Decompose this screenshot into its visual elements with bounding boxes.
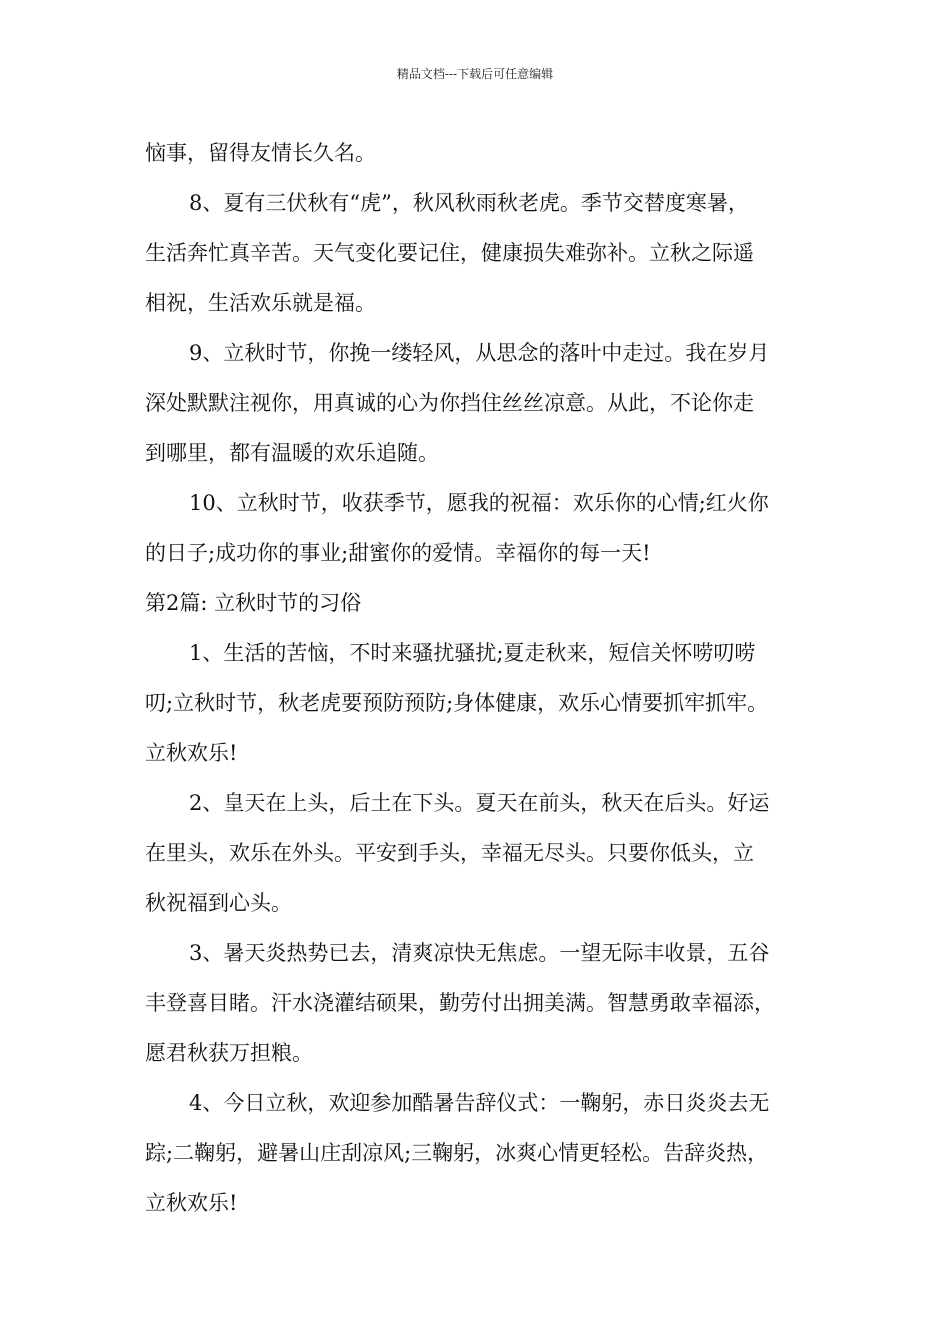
text-line: 愿君秋获万担粮。 [145,1041,313,1065]
text-line: 恼事，留得友情长久名。 [145,141,376,165]
text-line: 叨;立秋时节，秋老虎要预防预防;身体健康，欢乐心情要抓牢抓牢。 [145,691,769,715]
paragraph-4-start: 4、今日立秋，欢迎参加酷暑告辞仪式：一鞠躬，赤日炎炎去无 [189,1091,770,1115]
paragraph-3-start: 3、暑天炎热势已去，清爽凉快无焦虑。一望无际丰收景，五谷 [189,941,770,965]
document-body [145,128,813,1228]
page-header: 精品文档---下载后可任意编辑 [396,67,554,81]
paragraph-1-start: 1、生活的苦恼，不时来骚扰骚扰;夏走秋来，短信关怀唠叨唠 [189,641,756,665]
text-line: 立秋欢乐! [145,1191,238,1215]
section-heading: 第2篇: 立秋时节的习俗 [145,591,362,615]
text-line: 立秋欢乐! [145,741,238,765]
text-line: 相祝，生活欢乐就是福。 [145,291,376,315]
text-line: 踪;二鞠躬，避暑山庄刮凉风;三鞠躬，冰爽心情更轻松。告辞炎热， [145,1141,769,1165]
text-line: 深处默默注视你，用真诚的心为你挡住丝丝凉意。从此，不论你走 [145,391,754,415]
text-line: 在里头，欢乐在外头。平安到手头，幸福无尽头。只要你低头，立 [145,841,754,865]
paragraph-10-start: 10、立秋时节，收获季节，愿我的祝福：欢乐你的心情;红火你 [189,491,769,515]
text-line: 丰登喜目睹。汗水浇灌结硕果，勤劳付出拥美满。智慧勇敢幸福添， [145,991,775,1015]
text-line: 生活奔忙真辛苦。天气变化要记住，健康损失难弥补。立秋之际遥 [145,241,754,265]
paragraph-2-start: 2、皇天在上头，后土在下头。夏天在前头，秋天在后头。好运 [189,791,770,815]
text-line: 到哪里，都有温暖的欢乐追随。 [145,441,439,465]
text-line: 的日子;成功你的事业;甜蜜你的爱情。幸福你的每一天! [145,541,651,565]
paragraph-8-start: 8、夏有三伏秋有“虎”，秋风秋雨秋老虎。季节交替度寒暑， [189,191,749,215]
paragraph-9-start: 9、立秋时节，你挽一缕轻风，从思念的落叶中走过。我在岁月 [189,341,770,365]
text-line: 秋祝福到心头。 [145,891,292,915]
